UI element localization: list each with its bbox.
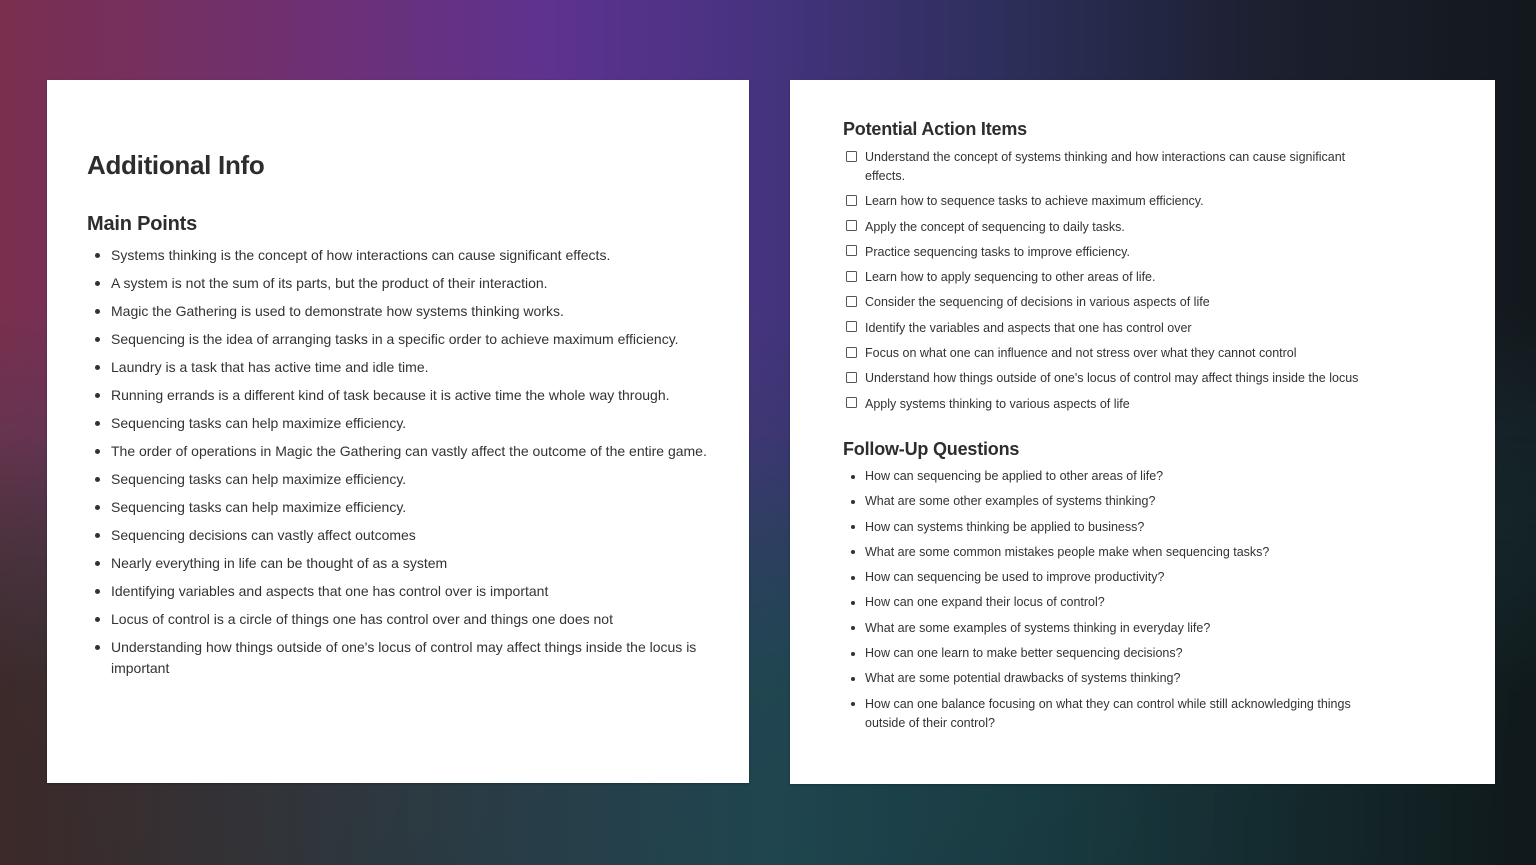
bullet-icon bbox=[95, 253, 100, 258]
list-item: Understanding how things outside of one's locus of control may affect things inside the locus is important bbox=[87, 637, 712, 679]
bullet-icon bbox=[95, 533, 100, 538]
checkbox[interactable] bbox=[846, 397, 857, 408]
list-item: What are some examples of systems thinking in everyday life? bbox=[845, 619, 1385, 638]
bullet-icon bbox=[95, 449, 100, 454]
checkbox[interactable] bbox=[846, 245, 857, 256]
list-item: Magic the Gathering is used to demonstrate how systems thinking works. bbox=[87, 301, 712, 322]
checkbox[interactable] bbox=[846, 220, 857, 231]
list-item: Nearly everything in life can be thought of as a system bbox=[87, 553, 712, 574]
bullet-icon bbox=[95, 589, 100, 594]
bullet-icon bbox=[95, 645, 100, 650]
action-items-heading: Potential Action Items bbox=[843, 119, 1027, 139]
bullet-icon bbox=[851, 500, 855, 504]
checkbox[interactable] bbox=[846, 321, 857, 332]
follow-up-heading: Follow-Up Questions bbox=[843, 439, 1020, 459]
bullet-icon bbox=[95, 281, 100, 286]
list-item: What are some other examples of systems thinking? bbox=[845, 492, 1385, 511]
bullet-icon bbox=[95, 309, 100, 314]
list-item: How can sequencing be used to improve productivity? bbox=[845, 568, 1385, 587]
bullet-icon bbox=[851, 576, 855, 580]
checklist-item[interactable]: Learn how to apply sequencing to other areas of life. bbox=[845, 268, 1385, 287]
checklist-item[interactable]: Apply systems thinking to various aspects of life bbox=[845, 395, 1385, 414]
bullet-icon bbox=[851, 626, 855, 630]
bullet-icon bbox=[851, 702, 855, 706]
list-item: Laundry is a task that has active time and idle time. bbox=[87, 357, 712, 378]
right-document-page bbox=[790, 80, 1495, 784]
list-item: Sequencing decisions can vastly affect outcomes bbox=[87, 525, 712, 546]
bullet-icon bbox=[95, 505, 100, 510]
main-points-heading: Main Points bbox=[87, 213, 198, 235]
bullet-icon bbox=[851, 475, 855, 479]
main-points-list bbox=[87, 245, 712, 686]
checklist-item[interactable]: Identify the variables and aspects that one has control over bbox=[845, 319, 1385, 338]
checklist-item[interactable]: Apply the concept of sequencing to daily tasks. bbox=[845, 218, 1385, 237]
page-title: Additional Info bbox=[87, 150, 265, 180]
bullet-icon bbox=[851, 677, 855, 681]
checkbox[interactable] bbox=[846, 195, 857, 206]
checklist-item[interactable]: Consider the sequencing of decisions in various aspects of life bbox=[845, 293, 1385, 312]
list-item: Sequencing tasks can help maximize efficiency. bbox=[87, 413, 712, 434]
list-item: What are some common mistakes people make when sequencing tasks? bbox=[845, 543, 1385, 562]
list-item: The order of operations in Magic the Gathering can vastly affect the outcome of the entire game. bbox=[87, 441, 712, 462]
checkbox[interactable] bbox=[846, 151, 857, 162]
list-item: Sequencing tasks can help maximize efficiency. bbox=[87, 497, 712, 518]
list-item: Identifying variables and aspects that one has control over is important bbox=[87, 581, 712, 602]
checkbox[interactable] bbox=[846, 296, 857, 307]
bullet-icon bbox=[851, 601, 855, 605]
checkbox[interactable] bbox=[846, 271, 857, 282]
list-item: How can one balance focusing on what they can control while still acknowledging things outside of their control? bbox=[845, 695, 1385, 733]
list-item: Sequencing tasks can help maximize efficiency. bbox=[87, 469, 712, 490]
bullet-icon bbox=[95, 477, 100, 482]
list-item: Locus of control is a circle of things one has control over and things one does not bbox=[87, 609, 712, 630]
bullet-icon bbox=[95, 617, 100, 622]
left-document-page bbox=[47, 80, 749, 783]
checklist-item[interactable]: Understand the concept of systems thinking and how interactions can cause significant effects. bbox=[845, 148, 1385, 186]
list-item: How can sequencing be applied to other areas of life? bbox=[845, 467, 1385, 486]
list-item: How can one learn to make better sequencing decisions? bbox=[845, 644, 1385, 663]
bullet-icon bbox=[851, 525, 855, 529]
bullet-icon bbox=[851, 652, 855, 656]
list-item: A system is not the sum of its parts, but the product of their interaction. bbox=[87, 273, 712, 294]
list-item: Systems thinking is the concept of how interactions can cause significant effects. bbox=[87, 245, 712, 266]
list-item: Running errands is a different kind of task because it is active time the whole way through. bbox=[87, 385, 712, 406]
checkbox[interactable] bbox=[846, 372, 857, 383]
list-item: How can systems thinking be applied to business? bbox=[845, 518, 1385, 537]
checkbox[interactable] bbox=[846, 347, 857, 358]
list-item: How can one expand their locus of control? bbox=[845, 593, 1385, 612]
list-item: What are some potential drawbacks of systems thinking? bbox=[845, 669, 1385, 688]
bullet-icon bbox=[95, 337, 100, 342]
follow-up-questions-list bbox=[845, 467, 1385, 739]
checklist-item[interactable]: Practice sequencing tasks to improve efficiency. bbox=[845, 243, 1385, 262]
bullet-icon bbox=[95, 393, 100, 398]
bullet-icon bbox=[95, 421, 100, 426]
action-items-checklist bbox=[845, 148, 1385, 420]
bullet-icon bbox=[95, 365, 100, 370]
bullet-icon bbox=[95, 561, 100, 566]
checklist-item[interactable]: Learn how to sequence tasks to achieve maximum efficiency. bbox=[845, 192, 1385, 211]
bullet-icon bbox=[851, 550, 855, 554]
checklist-item[interactable]: Understand how things outside of one's locus of control may affect things inside the locus bbox=[845, 369, 1385, 388]
list-item: Sequencing is the idea of arranging tasks in a specific order to achieve maximum efficiency. bbox=[87, 329, 712, 350]
checklist-item[interactable]: Focus on what one can influence and not stress over what they cannot control bbox=[845, 344, 1385, 363]
